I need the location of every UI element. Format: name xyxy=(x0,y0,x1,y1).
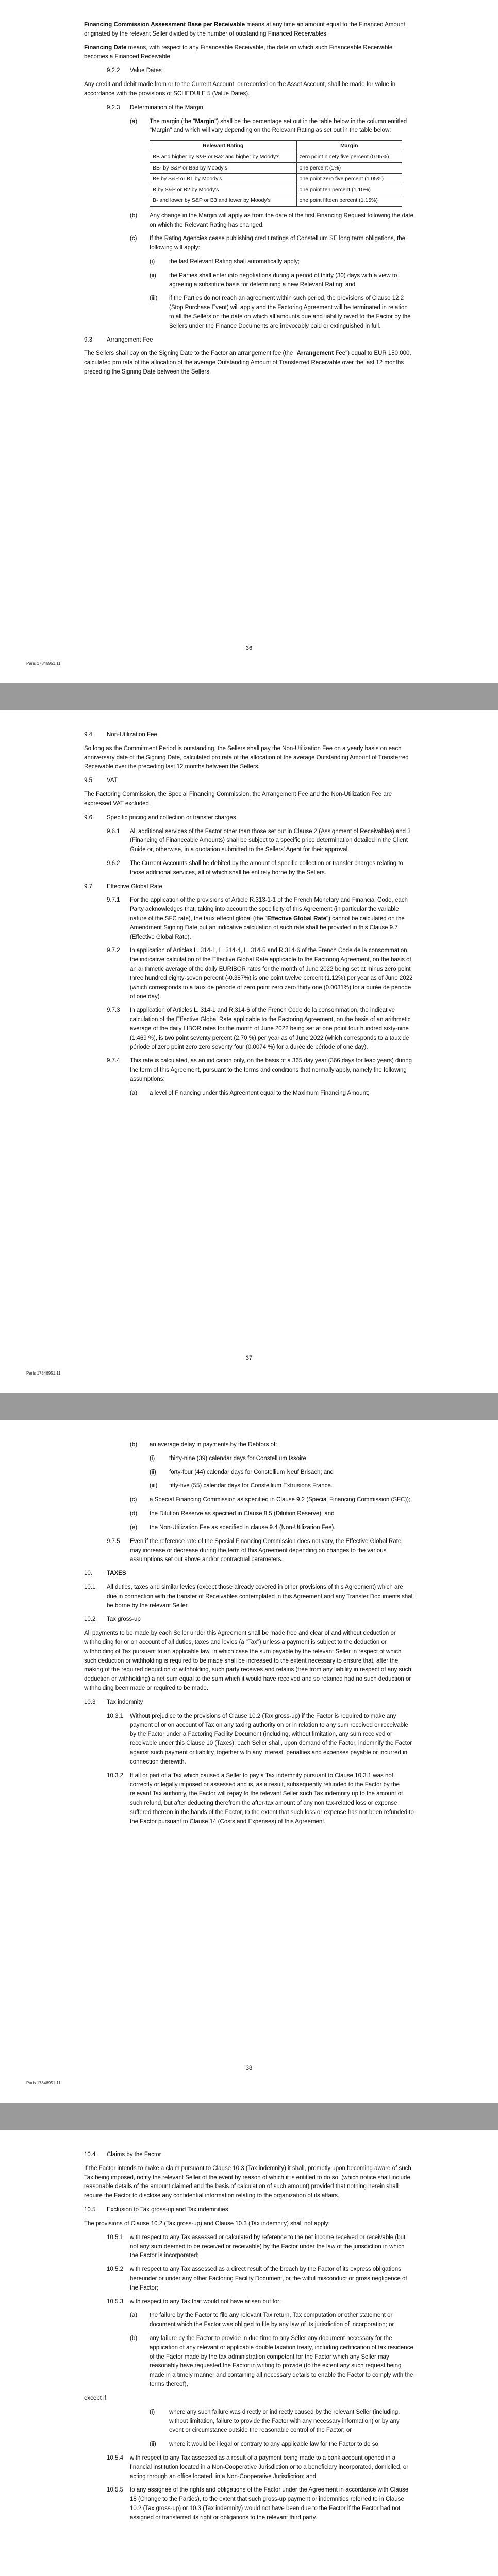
page-number: 37 xyxy=(245,1355,253,1361)
clause-10-5-3-b-tail: except if: xyxy=(84,2395,108,2401)
page-37 xyxy=(0,710,498,1393)
clause-9-6-1: 9.6.1 All additional services of the Factor other than those set out in Clause 2 (Assignment of Receivables) and 3 (Financing of Financeable Amounts) shall be subject to a specific price determination detailed in the Client Guide or, otherwise, in a quotation submitted to the Sellers' Agent for their approval. xyxy=(107,828,411,853)
clause-10-5-3-b: (b) any failure by the Factor to provide in due time to any Seller any document necessary for the application of any relevant or applicable double taxation treaty, including certification of tax residence of the Factor made by the tax administration competent for the Factor which any Seller may reasonably have requested the Factor in writing to provide (to the extent any such request being made in a timely manner and containing all necessary details to enable the Factor to comply with the terms thereof), xyxy=(130,2335,413,2388)
clause-10-2-heading: 10.2 Tax gross-up xyxy=(84,1616,141,1623)
clause-9-3-text: The Sellers shall pay on the Signing Date to the Factor an arrangement fee (the "Arrangement Fee") equal to EUR 150,000, calculated pro rata of the allocation of the average Outstanding Amount of Transferred Receivable over the last 12 months preceding the Signing Date between the Sellers. xyxy=(84,350,411,376)
clause-10-4-heading: 10.4 Claims by the Factor xyxy=(84,2151,161,2158)
clause-9-4-heading: 9.4 Non-Utilization Fee xyxy=(84,732,157,738)
clause-10-5-2: 10.5.2 with respect to any Tax assessed as a direct result of the breach by the Factor of its express obligations hereunder or under any other Factoring Facility Document, or the wilful misconduct or gross negligence of the Factor; xyxy=(107,2266,407,2291)
clause-9-7-4-a: (a) a level of Financing under this Agreement equal to the Maximum Financing Amount; xyxy=(130,1090,370,1096)
page-38 xyxy=(0,1420,498,2103)
clause-9-7-3: 9.7.3 In application of Articles L. 314-1 and R.314-6 of the French Code de la consommation, the indicative calculation of the Effective Global Rate applicable to the Factoring Agreement, on the basis of an arithmetic average of the daily LIBOR rates for the month of June 2022 being set at one point four hundred sixty-nine (1.469 %), is two point seventy percent (2.70 %) per year as of June 2022 (which corresponds to a taux de période of zero point zero zero seventy four (0.0074 %) for a durée de période of one day). xyxy=(107,1007,411,1050)
clause-9-7-4-b-ii: (ii) forty-four (44) calendar days for Constellium Neuf Brisach; and xyxy=(150,1469,334,1476)
document-reference: Paris 17846951.11 xyxy=(26,2081,61,2086)
clause-9-7-4-b-iii: (iii) fifty-five (55) calendar days for Constellium Extrusions France. xyxy=(150,1483,333,1489)
clause-9-7-4-d: (d) the Dilution Reserve as specified in Clause 8.5 (Dilution Reserve); and xyxy=(130,1511,335,1517)
document-reference: Paris 17846951.11 xyxy=(26,1371,61,1376)
clause-10-5-heading: 10.5 Exclusion to Tax gross-up and Tax indemnities xyxy=(84,2207,228,2213)
clause-9-2-2-text: Any credit and debit made from or to the Current Account, or recorded on the Asset Account, shall be made for value in accordance with the provisions of SCHEDULE 5 (Value Dates). xyxy=(84,81,396,97)
clause-10-4-text: If the Factor intends to make a claim pursuant to Clause 10.3 (Tax indemnity) it shall, promptly upon becoming aware of such Tax being imposed, notify the relevant Seller of the event by reason of which it is entitled to do so, (which notice shall include reasonable details of the amount claimed and the basis of calculation of such amount) provided that nothing herein shall require the Factor to disclose any confidential information relating to the organization of its affairs. xyxy=(84,2165,411,2199)
table-header: Relevant Rating xyxy=(150,141,297,151)
clause-10-3-1: 10.3.1 Without prejudice to the provisions of Clause 10.2 (Tax gross-up) if the Factor is required to make any payment of or on account of Tax on any taxing authority on or in relation to any sum received or receivable by the Factor under a Factoring Facility Document (including, without limitation, any sum received or receivable under this Clause 10 (Taxes), each Seller shall, upon demand of the Factor, indemnify the Factor against such payment or liability, together with any interest, penalties and expenses payable or incurred in connection therewith. xyxy=(107,1713,412,1765)
clause-9-4-text: So long as the Commitment Period is outstanding, the Sellers shall pay the Non-Utilization Fee on a yearly basis on each anniversary date of the Signing Date, calculated pro rata of the allocation of the average Outstanding Amount of Transferred Receivable over the preceding last 12 months between the Sellers. xyxy=(84,745,409,770)
clause-9-7-heading: 9.7 Effective Global Rate xyxy=(84,883,162,890)
clause-9-2-3-a: (a) The margin (the "Margin") shall be the percentage set out in the table below in the column entitled "Margin" and which will vary depending on the Relevant Rating as set out in the table below: xyxy=(130,118,407,134)
clause-10-5-3-a: (a) the failure by the Factor to file any relevant Tax return, Tax computation or other statement or document which the Factor was obliged to file by any law of its jurisdiction of incorporation; or xyxy=(130,2312,394,2328)
margin-table xyxy=(150,140,402,207)
clause-9-2-3-c-i: (i) the last Relevant Rating shall automatically apply; xyxy=(150,258,300,265)
clause-9-2-3-c-iii: (iii) if the Parties do not reach an agreement within such period, the provisions of Clause 12.2 (Stop Purchase Event) will apply and the Factoring Agreement will be terminated in relation to all the Sellers on the date on which all amounts due and liability owed to the Factor by the Sellers under the Finance Documents are irrevocably paid or extinguished in full. xyxy=(150,295,411,329)
clause-9-7-1: 9.7.1 For the application of the provisions of Article R.313-1-1 of the French Monetary and Financial Code, each Party acknowledges that, taking into account the specificity of this Agreement (in particular the variable nature of the SFC rate), the taux effectif global (the "Effective Global Rate") cannot be calculated on the Amendment Signing Date but an indicative calculation of such rate shall be provided in this Clause 9.7 (Effective Global Rate). xyxy=(107,897,408,940)
table-row: B- and lower by S&P or B3 and lower by Moody's one point fifteen percent (1.15%) xyxy=(150,195,402,206)
table-row: BB and higher by S&P or Ba2 and higher by Moody's zero point ninety five percent (0.95%) xyxy=(150,151,402,162)
clause-10-5-3-b-ii: (ii) where it would be illegal or contrary to any applicable law for the Factor to do so. xyxy=(150,2441,380,2448)
clause-9-6-2: 9.6.2 The Current Accounts shall be debited by the amount of specific collection or transfer charges relating to those additional services, all of which shall be entirely borne by the Sellers. xyxy=(107,860,403,876)
clause-9-7-4-c: (c) a Special Financing Commission as specified in Clause 9.2 (Special Financing Commission (SFC)); xyxy=(130,1497,411,1503)
definition-financing-commission: Financing Commission Assessment Base per Receivable means at any time an amount equal to the Financed Amount originated by the relevant Seller divided by the number of outstanding Financed Receivables. xyxy=(84,22,405,37)
clause-9-2-3-b: (b) Any change in the Margin will apply as from the date of the first Financing Request following the date on which the Relevant Rating has changed. xyxy=(130,212,414,228)
clause-10-5-5: 10.5.5 to any assignee of the rights and obligations of the Factor under the Agreement in accordance with Clause 18 (Change to the Parties), to the extent that such gross-up payment or indemnities referred to in Clause 10.2 (Tax gross-up) or 10.3 (Tax indemnity) would not have been due to the Factor if the Factor had not assigned or transferred its right or obligations to the relevant third party. xyxy=(107,2487,409,2521)
clause-9-7-5: 9.7.5 Even if the reference rate of the Special Financing Commission does not vary, the Effective Global Rate may increase or decrease during the term of this Agreement depending on changes to the various assumptions set out above and/or contractual parameters. xyxy=(107,1538,402,1563)
clause-9-2-3-c-ii: (ii) the Parties shall enter into negotiations during a period of thirty (30) days with a view to agreeing a substitute basis for determining a new Relevant Rating; and xyxy=(150,272,397,288)
clause-10-5-4: 10.5.4 with respect to any Tax assessed as a result of a payment being made to a bank account opened in a financial institution located in a Non-Cooperative Jurisdiction or to a beneficiary incorporated, domiciled, or acting through an office located, in a Non-Cooperative Jurisdiction; and xyxy=(107,2454,409,2480)
clause-9-2-3-c: (c) If the Rating Agencies cease publishing credit ratings of Constellium SE long term obligations, the following will apply: xyxy=(130,235,406,251)
definition-financing-date: Financing Date means, with respect to any Financeable Receivable, the date on which such Financeable Receivable becomes a Financed Receivable. xyxy=(84,44,393,60)
clause-9-7-4: 9.7.4 This rate is calculated, as an indication only, on the basis of a 365 day year (366 days for leap years) during the term of this Agreement, pursuant to the terms and conditions that normally apply, namely the following assumptions: xyxy=(107,1058,412,1082)
clause-10-5-3: 10.5.3 with respect to any Tax that would not have arisen but for: xyxy=(107,2298,281,2305)
clause-10-5-3-b-i: (i) where any such failure was directly or indirectly caused by the relevant Seller (including, without limitation, failure to provide the Factor with any necessary information) or by any event or circumstance outside the reasonable control of the Factor; or xyxy=(150,2409,400,2434)
document-reference: Paris 17846951.11 xyxy=(26,661,61,666)
clause-10-3-2: 10.3.2 If all or part of a Tax which caused a Seller to pay a Tax indemnity pursuant to Clause 10.3.1 was not correctly or legally imposed or assessed and is, as a result, subsequently refunded to the Factor by the relevant Tax authority, the Factor will repay to the relevant Seller such Tax indemnity up to the amount of such refund, but after deducting therefrom the after-tax amount of any non tax-related loss or expense suffered thereon in the hands of the Factor, to the extent that such loss or expense has not been refunded to the Factor pursuant to Clause 14 (Costs and Expenses) of this Agreement. xyxy=(107,1772,414,1825)
clause-10-5-text: The provisions of Clause 10.2 (Tax gross-up) and Clause 10.3 (Tax indemnity) shall not apply: xyxy=(84,2220,330,2227)
clause-9-3-heading: 9.3 Arrangement Fee xyxy=(84,336,153,343)
clause-9-2-3-heading: 9.2.3 Determination of the Margin xyxy=(107,104,203,111)
table-row: BB- by S&P or Ba3 by Moody's one percent (1%) xyxy=(150,162,402,173)
clause-9-7-2: 9.7.2 In application of Articles L. 314-1, L. 314-4, L. 314-5 and R.314-6 of the French Code de la consommation, the indicative calculation of the Effective Global Rate applicable to the Factoring Agreement, on the basis of an arithmetic average of the daily EURIBOR rates for the month of June 2022 being set at minus zero point three hundred eighty-seven percent (-0.387%) is one point twelve percent (1.12%) per year as of June 2022 (which corresponds to a taux de période of zero point zero zero thirty one (0.0031%) for a durée de période of one day). xyxy=(107,947,413,1000)
clause-10-2-text: All payments to be made by each Seller under this Agreement shall be made free and clear of and without deduction or withholding for or on account of all duties, taxes and levies (a "Tax") unless a payment is subject to the deduction or withholding of Tax pursuant to an applicable law, in which case the sum payable by the relevant Seller in respect of which such deduction or withholding is required to be made shall be increased to the extent necessary to ensure that, after the making of the required deduction or withholding, such party receives and retains (free from any liability in respect of any such deduction or withholding) a net sum equal to the sum which it would have received and so retained had no such deduction or withholding been made or required to be made. xyxy=(84,1630,411,1692)
clause-9-5-heading: 9.5 VAT xyxy=(84,777,118,784)
clause-9-7-4-b: (b) an average delay in payments by the Debtors of: xyxy=(130,1442,277,1448)
page-number: 38 xyxy=(245,2065,253,2071)
clause-10-5-1: 10.5.1 with respect to any Tax assessed or calculated by reference to the net income received or receivable (but not any sum deemed to be received or receivable) by the Factor under the law of the jurisdiction in which the Factor is incorporated; xyxy=(107,2234,406,2259)
page-number: 36 xyxy=(245,645,253,651)
clause-10-3-heading: 10.3 Tax indemnity xyxy=(84,1699,143,1705)
clause-9-2-2-heading: 9.2.2 Value Dates xyxy=(107,67,162,74)
clause-9-5-text: The Factoring Commission, the Special Financing Commission, the Arrangement Fee and the Non-Utilization Fee are expressed VAT excluded. xyxy=(84,791,392,807)
clause-10-heading: 10. TAXES xyxy=(84,1570,126,1577)
page-39 xyxy=(0,2130,498,2576)
page-36 xyxy=(0,0,498,683)
clause-9-6-heading: 9.6 Specific pricing and collection or transfer charges xyxy=(84,814,236,821)
clause-9-7-4-e: (e) the Non-Utilization Fee as specified in clause 9.4 (Non-Utilization Fee). xyxy=(130,1524,336,1531)
clause-9-7-4-b-i: (i) thirty-nine (39) calendar days for Constellium Issoire; xyxy=(150,1455,308,1462)
table-row: B by S&P or B2 by Moody's one point ten percent (1.10%) xyxy=(150,184,402,195)
table-header: Margin xyxy=(296,141,402,151)
table-row: B+ by S&P or B1 by Moody's one point zero five percent (1.05%) xyxy=(150,173,402,184)
clause-10-1: 10.1 All duties, taxes and similar levies (except those already covered in other provisions of this Agreement) which are due in connection with the transfer of Receivables contemplated in this Agreement and any Transfer Documents shall be borne by the relevant Seller. xyxy=(84,1584,414,1609)
